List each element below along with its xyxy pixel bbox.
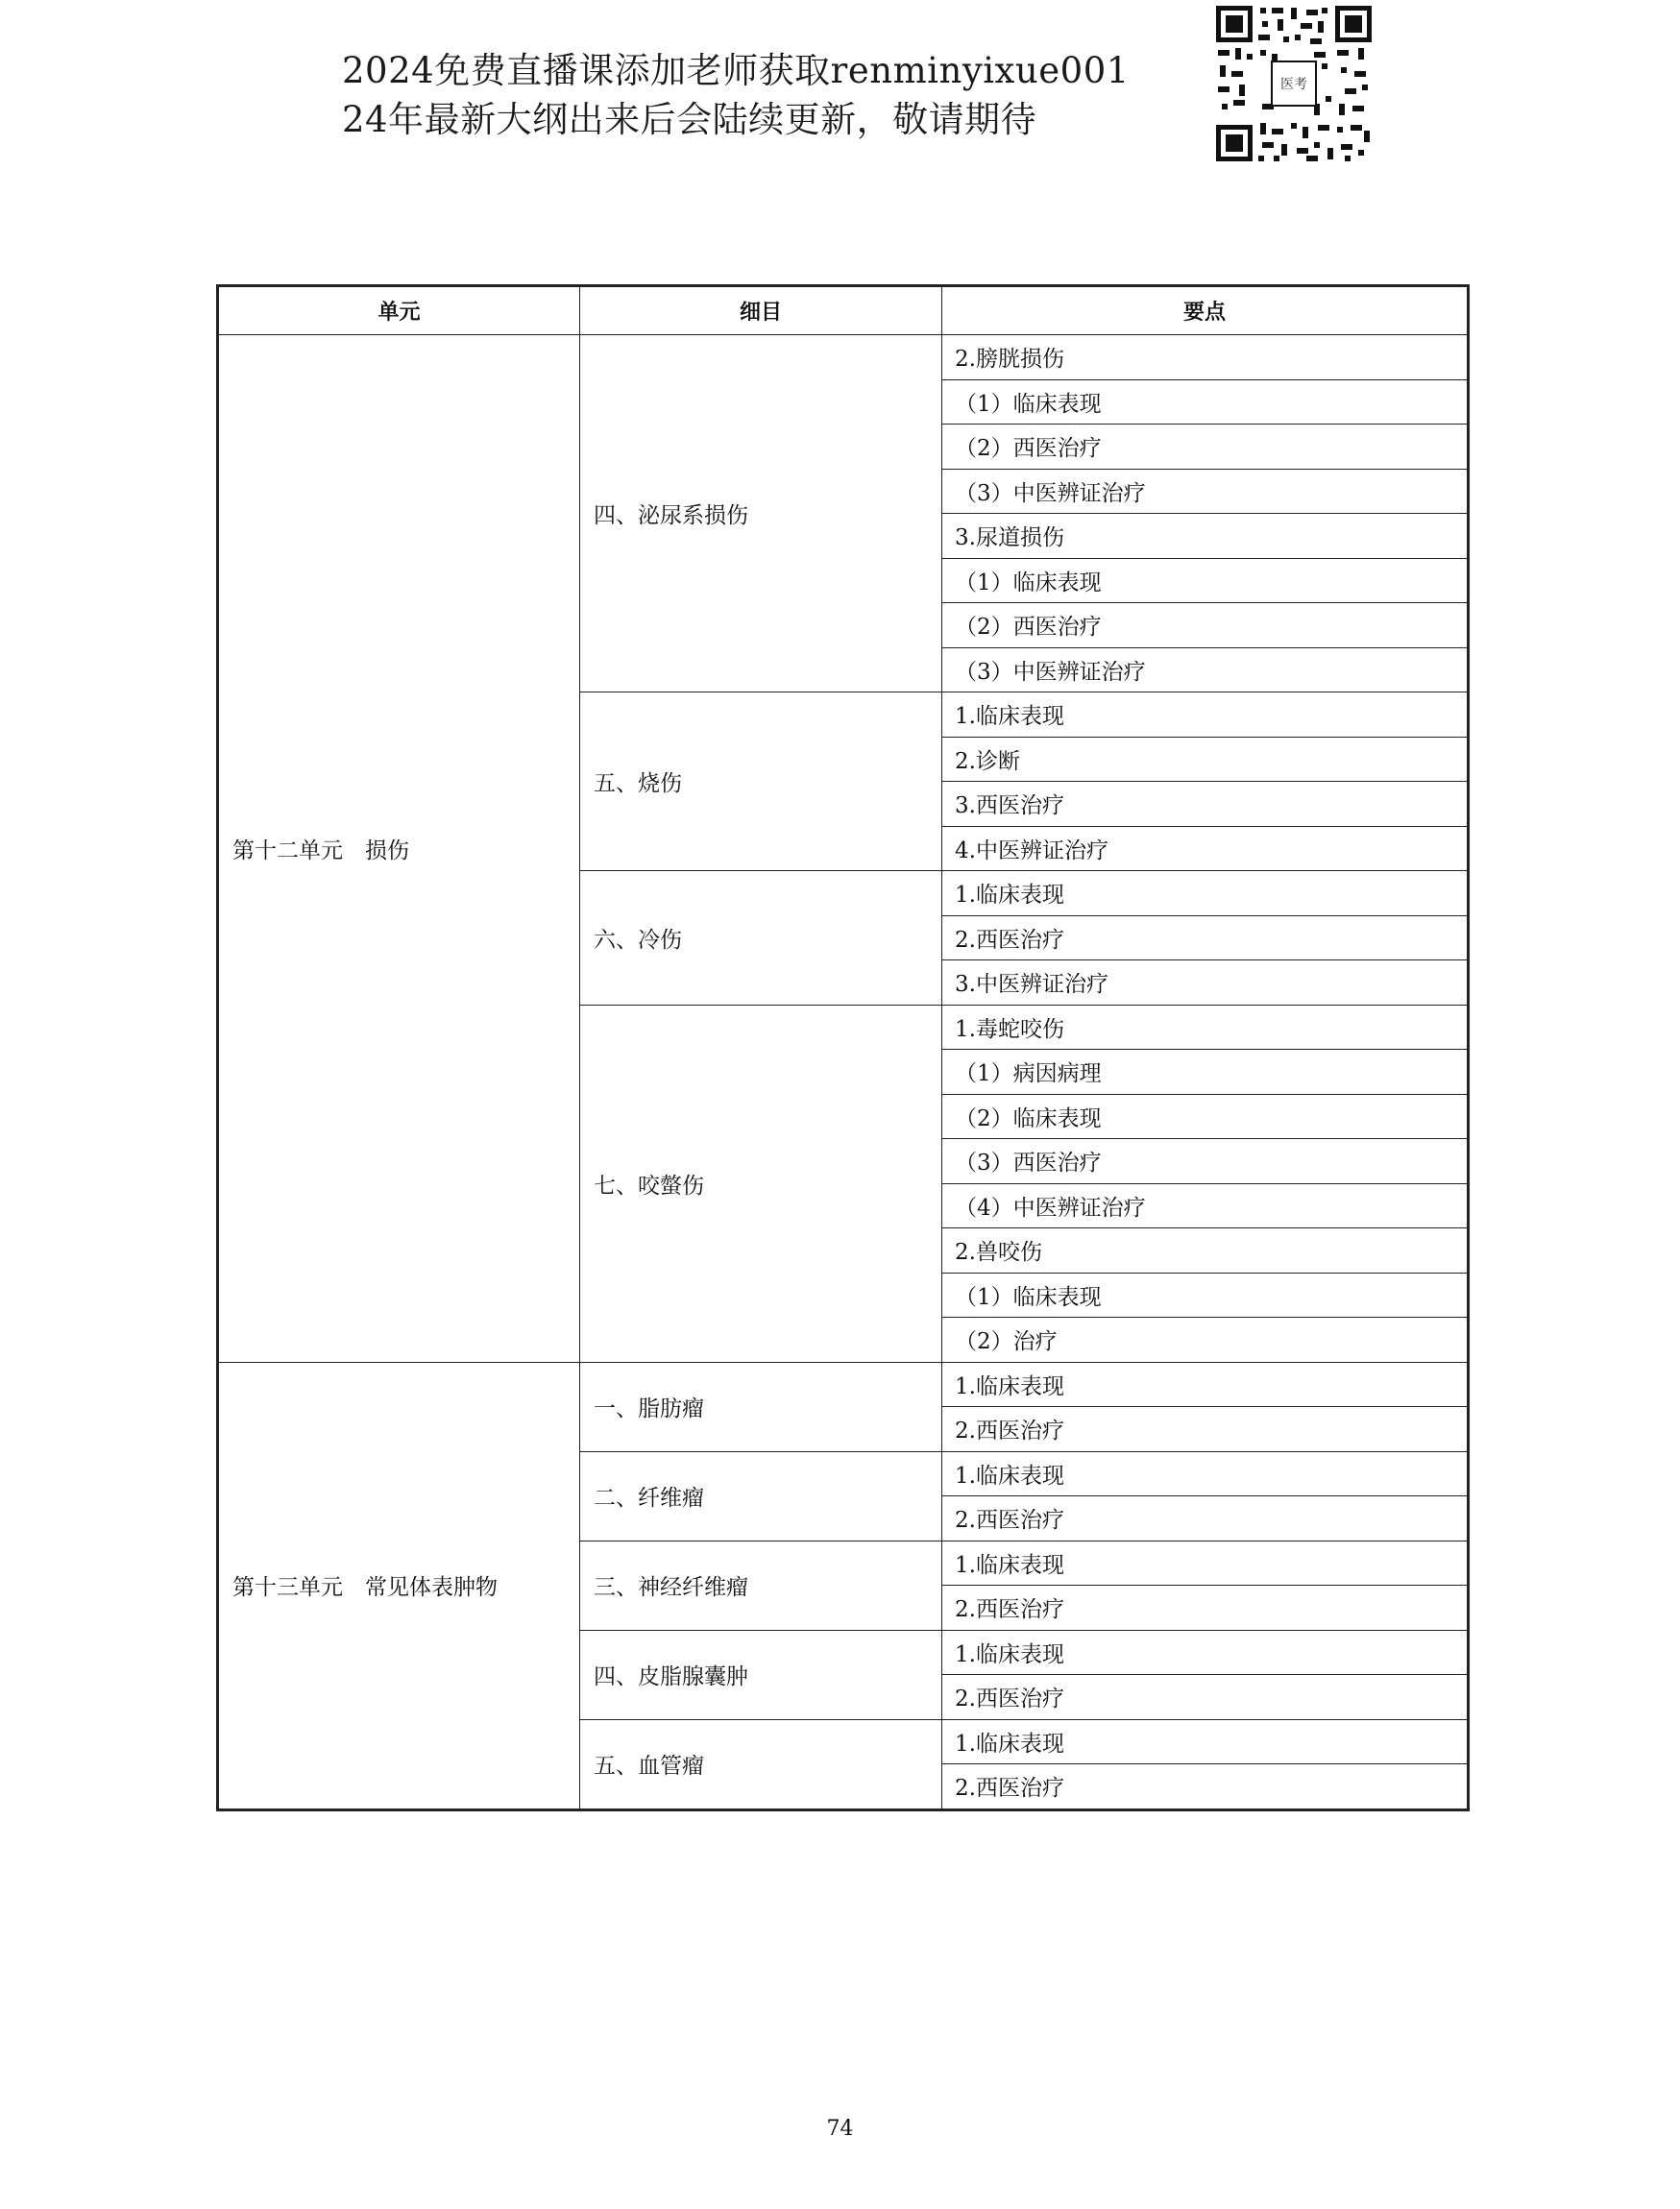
unit-cell: 第十三单元 常见体表肿物 <box>218 1362 580 1809</box>
point-cell: 1.临床表现 <box>942 871 1469 916</box>
point-cell: （2）西医治疗 <box>942 425 1469 470</box>
header-text <box>342 46 1130 144</box>
point-cell: 4.中医辨证治疗 <box>942 826 1469 871</box>
table-row <box>218 1362 1469 1407</box>
point-cell: 2.西医治疗 <box>942 1675 1469 1720</box>
header-unit: 单元 <box>218 286 580 335</box>
point-cell: 1.毒蛇咬伤 <box>942 1005 1469 1050</box>
point-cell: 2.西医治疗 <box>942 1407 1469 1452</box>
point-cell: 2.西医治疗 <box>942 915 1469 960</box>
header-item: 细目 <box>580 286 942 335</box>
unit-cell: 第十二单元 损伤 <box>218 335 580 1363</box>
point-cell: 2.诊断 <box>942 737 1469 782</box>
table-row <box>218 335 1469 380</box>
point-cell: （3）西医治疗 <box>942 1139 1469 1184</box>
point-cell: （3）中医辨证治疗 <box>942 469 1469 514</box>
point-cell: （2）治疗 <box>942 1318 1469 1363</box>
header-line-2: 24年最新大纲出来后会陆续更新，敬请期待 <box>342 99 1037 140</box>
item-cell: 二、纤维瘤 <box>580 1451 942 1541</box>
point-cell: 2.西医治疗 <box>942 1496 1469 1541</box>
point-cell: （2）西医治疗 <box>942 603 1469 648</box>
point-cell: 3.尿道损伤 <box>942 514 1469 559</box>
header-line-1: 2024免费直播课添加老师获取renminyixue001 <box>342 50 1130 91</box>
page-number: 74 <box>826 2117 854 2141</box>
item-cell: 五、血管瘤 <box>580 1719 942 1809</box>
item-cell: 三、神经纤维瘤 <box>580 1541 942 1630</box>
header-point: 要点 <box>942 286 1469 335</box>
item-cell: 一、脂肪瘤 <box>580 1362 942 1451</box>
point-cell: （1）临床表现 <box>942 379 1469 425</box>
point-cell: （1）临床表现 <box>942 1273 1469 1318</box>
qr-logo-text: 医考 <box>1280 77 1307 92</box>
point-cell: （4）中医辨证治疗 <box>942 1183 1469 1228</box>
item-cell: 四、皮脂腺囊肿 <box>580 1630 942 1719</box>
point-cell: （2）临床表现 <box>942 1094 1469 1139</box>
table-header-row <box>218 286 1469 335</box>
point-cell: 1.临床表现 <box>942 692 1469 738</box>
point-cell: 1.临床表现 <box>942 1541 1469 1586</box>
point-cell: （1）临床表现 <box>942 558 1469 603</box>
point-cell: 2.膀胱损伤 <box>942 335 1469 380</box>
point-cell: 1.临床表现 <box>942 1451 1469 1496</box>
qr-code <box>1214 4 1374 163</box>
point-cell: 1.临床表现 <box>942 1630 1469 1675</box>
item-cell: 四、泌尿系损伤 <box>580 335 942 692</box>
point-cell: 2.兽咬伤 <box>942 1228 1469 1274</box>
item-cell: 七、咬螫伤 <box>580 1005 942 1362</box>
syllabus-table <box>216 284 1470 1811</box>
qr-code-graphic <box>1214 4 1374 163</box>
point-cell: （3）中医辨证治疗 <box>942 647 1469 692</box>
point-cell: 1.临床表现 <box>942 1362 1469 1407</box>
item-cell: 六、冷伤 <box>580 871 942 1006</box>
point-cell: 2.西医治疗 <box>942 1586 1469 1631</box>
point-cell: 3.西医治疗 <box>942 782 1469 827</box>
point-cell: 3.中医辨证治疗 <box>942 960 1469 1006</box>
point-cell: （1）病因病理 <box>942 1050 1469 1095</box>
point-cell: 2.西医治疗 <box>942 1764 1469 1810</box>
point-cell: 1.临床表现 <box>942 1719 1469 1764</box>
item-cell: 五、烧伤 <box>580 692 942 871</box>
